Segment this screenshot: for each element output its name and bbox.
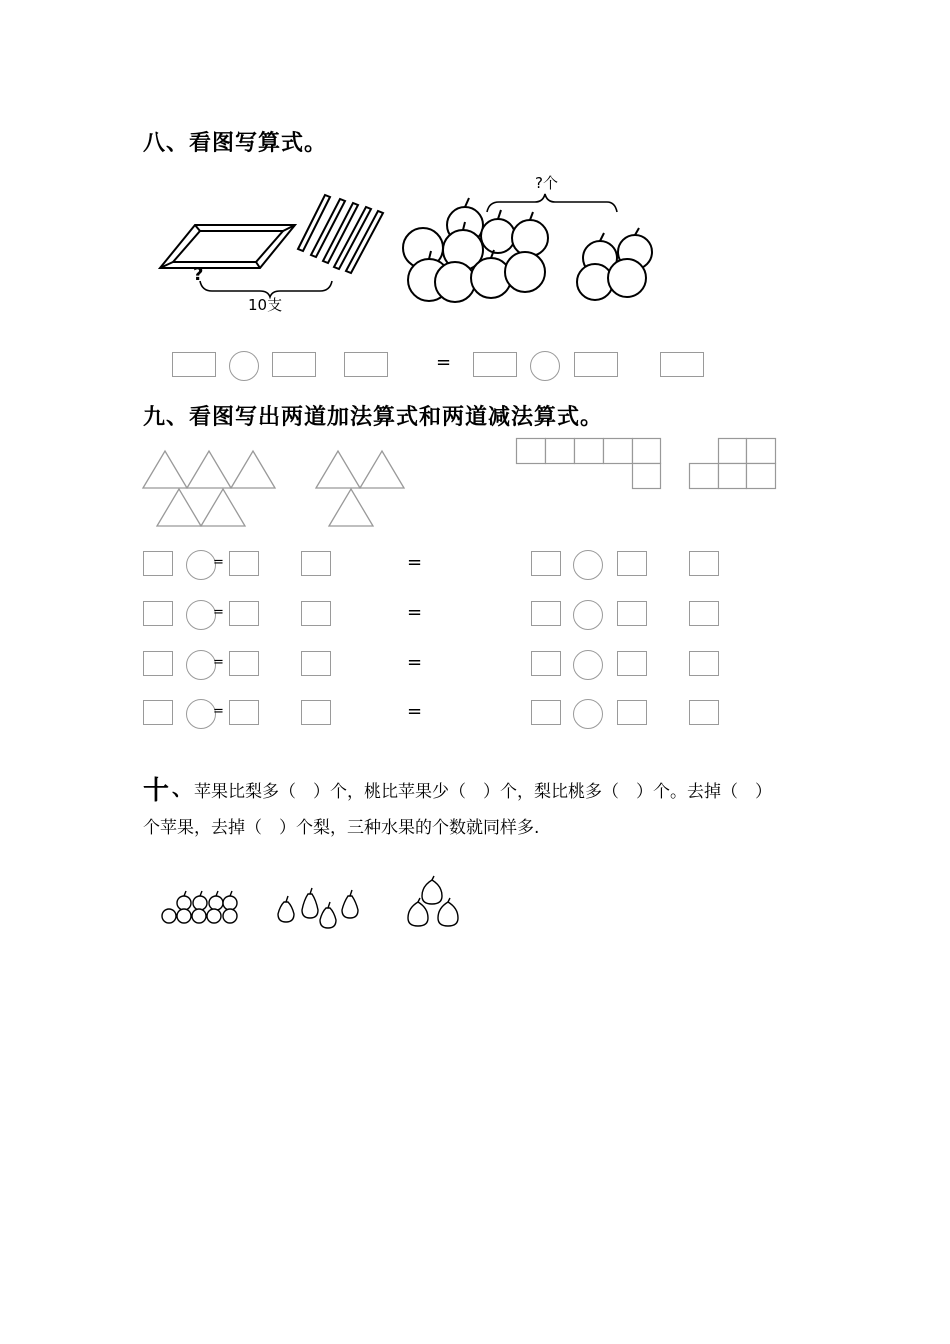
answer-box[interactable] (301, 700, 331, 725)
answer-box[interactable] (660, 352, 704, 377)
operator-circle[interactable] (186, 600, 216, 630)
operator-circle[interactable] (186, 650, 216, 680)
section10-heading-comma: 、 (172, 776, 192, 800)
pencil-count-label: 10支 (248, 296, 283, 314)
square (719, 464, 747, 489)
answer-box[interactable] (229, 601, 259, 626)
equals-sign: = (407, 701, 423, 722)
pear (342, 896, 358, 918)
equals-sign-small: = (213, 655, 224, 670)
answer-box[interactable] (143, 700, 173, 725)
answer-box[interactable] (143, 601, 173, 626)
triangle (329, 489, 373, 526)
peach (422, 880, 442, 904)
pear (278, 902, 294, 922)
square (546, 439, 575, 464)
answer-box[interactable] (272, 352, 316, 377)
pear (320, 908, 336, 928)
equals-sign: = (407, 602, 423, 623)
triangle (143, 451, 187, 488)
answer-box[interactable] (617, 601, 647, 626)
pencils (298, 195, 383, 273)
triangle (360, 451, 404, 488)
answer-box[interactable] (617, 551, 647, 576)
answer-box[interactable] (229, 651, 259, 676)
answer-box[interactable] (531, 601, 561, 626)
operator-circle[interactable] (186, 699, 216, 729)
equals-sign: = (407, 652, 423, 673)
answer-box[interactable] (689, 700, 719, 725)
triangle (231, 451, 275, 488)
operator-circle[interactable] (573, 550, 603, 580)
equals-sign: = (407, 552, 423, 573)
section9-heading: 九、看图写出两道加法算式和两道减法算式。 (143, 405, 604, 430)
answer-box[interactable] (531, 700, 561, 725)
equals-sign-small: = (213, 605, 224, 620)
squares-group-left (516, 438, 662, 490)
equals-sign-small: = (213, 555, 224, 570)
answer-box[interactable] (574, 352, 618, 377)
square (575, 439, 604, 464)
answer-box[interactable] (143, 551, 173, 576)
peaches-group-small (404, 876, 464, 930)
triangles-group-right (315, 450, 405, 528)
operator-circle[interactable] (229, 351, 259, 381)
answer-box[interactable] (617, 700, 647, 725)
answer-box[interactable] (617, 651, 647, 676)
section10-question-line1: 苹果比梨多（ ）个，桃比苹果少（ ）个，梨比桃多（ ）个。去掉（ ） (194, 782, 772, 802)
answer-box[interactable] (689, 651, 719, 676)
answer-box[interactable] (689, 551, 719, 576)
answer-box[interactable] (531, 651, 561, 676)
peach (408, 902, 428, 926)
answer-box[interactable] (172, 352, 216, 377)
apple-question-label: ?个 (535, 174, 558, 192)
answer-box[interactable] (229, 700, 259, 725)
answer-box[interactable] (473, 352, 517, 377)
operator-circle[interactable] (573, 650, 603, 680)
peach (438, 902, 458, 926)
pencil-question-mark: ? (193, 264, 204, 285)
answer-box[interactable] (229, 551, 259, 576)
answer-box[interactable] (301, 651, 331, 676)
square (604, 439, 633, 464)
answer-box[interactable] (143, 651, 173, 676)
square (690, 464, 719, 489)
equals-sign: = (436, 352, 452, 373)
triangle (201, 489, 245, 526)
operator-circle[interactable] (573, 600, 603, 630)
square (747, 464, 776, 489)
answer-box[interactable] (531, 551, 561, 576)
answer-box[interactable] (301, 601, 331, 626)
pears-group-small (272, 884, 364, 930)
triangle (187, 451, 231, 488)
pear (302, 894, 318, 918)
answer-box[interactable] (344, 352, 388, 377)
triangle (157, 489, 201, 526)
answer-box[interactable] (301, 551, 331, 576)
squares-group-right (689, 438, 779, 490)
square (633, 464, 661, 489)
section10-question-line2: 个苹果，去掉（ ）个梨，三种水果的个数就同样多. (143, 818, 540, 838)
apples-illustration (395, 190, 665, 310)
section10-heading-number: 十 (143, 776, 170, 806)
square (719, 439, 747, 464)
equals-sign-small: = (213, 704, 224, 719)
apples-group-small (158, 888, 243, 928)
operator-circle[interactable] (530, 351, 560, 381)
triangles-group-left (143, 450, 275, 528)
operator-circle[interactable] (186, 550, 216, 580)
answer-box[interactable] (689, 601, 719, 626)
triangle (316, 451, 360, 488)
section8-heading: 八、看图写算式。 (143, 131, 328, 156)
operator-circle[interactable] (573, 699, 603, 729)
square (747, 439, 776, 464)
square (517, 439, 546, 464)
square (633, 439, 661, 464)
